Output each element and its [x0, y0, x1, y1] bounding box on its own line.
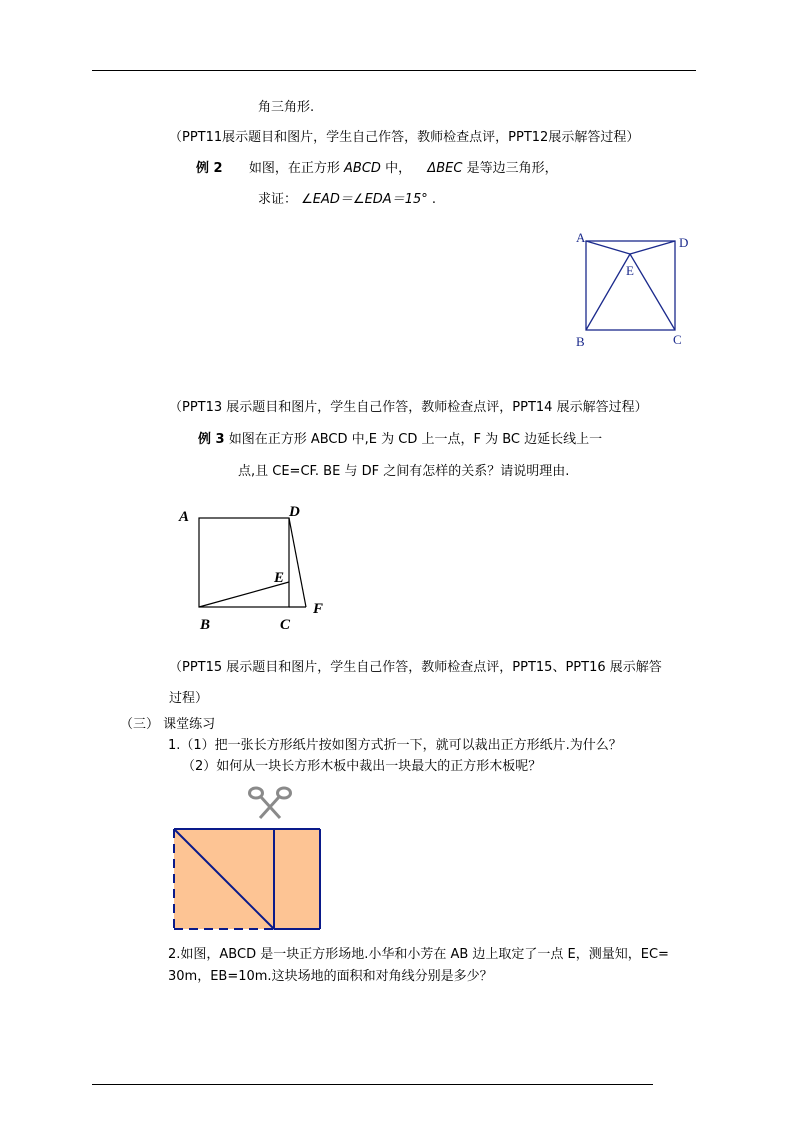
example-2	[196, 160, 558, 178]
note-ppt11: （PPT11展示题目和图片，学生自己作答，教师检查点评，PPT12展示解答过程）	[169, 130, 640, 145]
footer-rule	[92, 1084, 653, 1085]
figure-square-equilateral	[570, 228, 700, 353]
exercise-1-line2: （2）如何从一块长方形木板中裁出一块最大的正方形木板呢？	[182, 759, 542, 774]
label-b-2: B	[200, 617, 211, 633]
label-b: B	[576, 334, 585, 349]
exercise-1-line1: 1.（1）把一张长方形纸片按如图方式折一下，就可以裁出正方形纸片.为什么？	[168, 738, 622, 753]
label-d: D	[679, 235, 689, 250]
segment-ce	[630, 254, 675, 330]
note-ppt15-line1: （PPT15 展示题目和图片，学生自己作答，教师检查点评，PPT15、PPT16 展示解答	[169, 660, 662, 675]
example-3-text: 如图在正方形 ABCD 中,E 为 CD 上一点，F 为 BC 边延长线上一	[228, 432, 603, 447]
segment-ae	[586, 241, 630, 254]
figure-folded-paper	[172, 826, 324, 932]
example-2-proof	[258, 191, 436, 209]
example-2-text-pre: 如图，在正方形	[248, 161, 340, 176]
label-e: E	[626, 263, 634, 278]
square-abcd-2	[199, 518, 289, 607]
paper-rectangle	[174, 829, 320, 929]
example-3-line2: 点,且 CE=CF. BE 与 DF 之间有怎样的关系？请说明理由.	[238, 464, 570, 479]
example-3-label: 例 3	[198, 432, 225, 447]
figure-square-bedf	[170, 500, 340, 640]
label-d-2: D	[289, 504, 300, 520]
label-c-2: C	[280, 617, 291, 633]
exercise-2-line2: 30m，EB=10m.这块场地的面积和对角线分别是多少？	[168, 969, 493, 984]
segment-be	[586, 254, 630, 330]
example-3-line1	[198, 431, 602, 449]
proof-prefix: 求证：	[258, 192, 298, 207]
header-rule	[92, 70, 696, 71]
label-a: A	[576, 230, 586, 245]
note-ppt15-line2: 过程）	[169, 691, 209, 706]
label-a-2: A	[179, 509, 190, 525]
example-2-text-post: 是等边三角形，	[466, 161, 558, 176]
note-ppt13: （PPT13 展示题目和图片，学生自己作答，教师检查点评，PPT14 展示解答过程）	[169, 400, 648, 415]
label-e-2: E	[274, 570, 285, 586]
example-2-text-mid: 中，	[385, 161, 412, 176]
proof-end: .	[431, 192, 437, 207]
label-c: C	[673, 332, 682, 347]
proof-expression: ∠EAD＝∠EDA＝15°	[301, 192, 428, 207]
section-3-title: （三） 课堂练习	[120, 717, 216, 732]
example-2-delta: ΔBEC	[427, 161, 463, 176]
example-2-label: 例 2	[196, 161, 223, 176]
segment-df	[289, 518, 306, 607]
line-continuation: 角三角形.	[258, 100, 315, 115]
exercise-2-line1: 2.如图，ABCD 是一块正方形场地.小华和小芳在 AB 边上取定了一点 E，测量知，EC=	[168, 947, 669, 962]
example-2-abcd: ABCD	[344, 161, 381, 176]
scissors-icon	[247, 784, 293, 820]
segment-de	[630, 241, 675, 254]
label-f-2: F	[313, 601, 324, 617]
